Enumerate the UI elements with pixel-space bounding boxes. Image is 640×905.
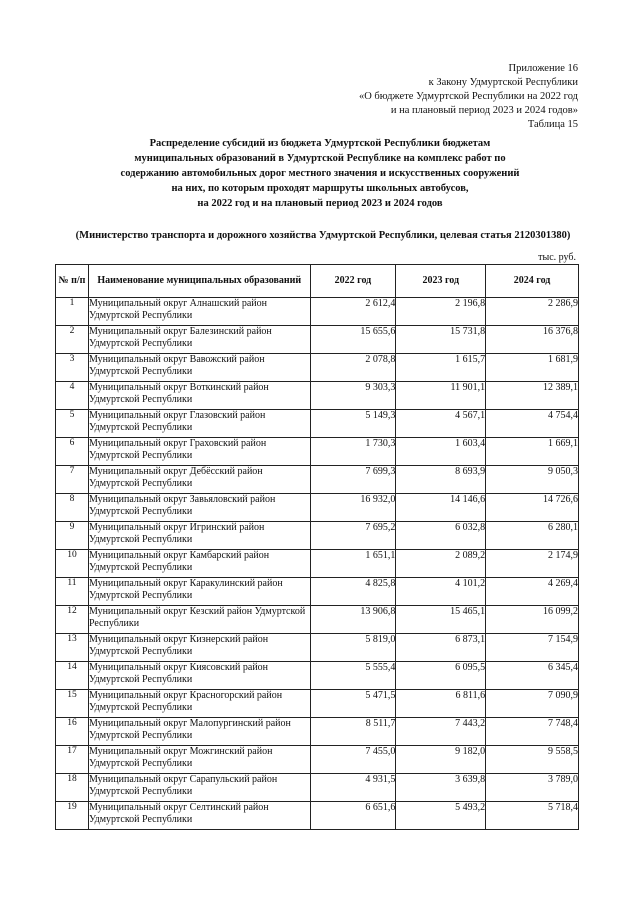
table-row — [56, 410, 579, 438]
table-row — [56, 802, 579, 830]
table-row — [56, 522, 579, 550]
value-2024: 6 280,1 — [486, 522, 579, 550]
value-2022: 5 149,3 — [310, 410, 396, 438]
value-2022: 2 612,4 — [310, 298, 396, 326]
value-2024: 9 050,3 — [486, 466, 579, 494]
value-2024: 5 718,4 — [486, 802, 579, 830]
row-number: 9 — [56, 522, 89, 550]
appendix-number: Приложение 16 — [508, 63, 578, 74]
value-2023: 14 146,6 — [396, 494, 486, 522]
table-row — [56, 746, 579, 774]
row-number: 4 — [56, 382, 89, 410]
value-2024: 2 174,9 — [486, 550, 579, 578]
value-2022: 16 932,0 — [310, 494, 396, 522]
value-2023: 6 811,6 — [396, 690, 486, 718]
row-number: 10 — [56, 550, 89, 578]
municipality-name: Муниципальный округ Киясовский район Удмуртской Республики — [88, 662, 310, 690]
value-2024: 9 558,5 — [486, 746, 579, 774]
municipality-name: Муниципальный округ Каракулинский район Удмуртской Республики — [88, 578, 310, 606]
table-row — [56, 662, 579, 690]
header-name: Наименование муниципальных образований — [88, 265, 310, 298]
value-2022: 5 819,0 — [310, 634, 396, 662]
header-2022: 2022 год — [310, 265, 396, 298]
table-row — [56, 298, 579, 326]
document-title — [62, 136, 578, 211]
value-2022: 7 699,3 — [310, 466, 396, 494]
value-2024: 16 376,8 — [486, 326, 579, 354]
value-2024: 7 748,4 — [486, 718, 579, 746]
value-2022: 1 651,1 — [310, 550, 396, 578]
value-2023: 1 615,7 — [396, 354, 486, 382]
value-2022: 7 455,0 — [310, 746, 396, 774]
municipality-name: Муниципальный округ Завьяловский район Удмуртской Республики — [88, 494, 310, 522]
row-number: 7 — [56, 466, 89, 494]
row-number: 18 — [56, 774, 89, 802]
row-number: 15 — [56, 690, 89, 718]
value-2022: 6 651,6 — [310, 802, 396, 830]
municipality-name: Муниципальный округ Кизнерский район Удмуртской Республики — [88, 634, 310, 662]
value-2022: 2 078,8 — [310, 354, 396, 382]
table-row — [56, 550, 579, 578]
value-2022: 1 730,3 — [310, 438, 396, 466]
value-2023: 15 731,8 — [396, 326, 486, 354]
value-2023: 15 465,1 — [396, 606, 486, 634]
table-row — [56, 354, 579, 382]
municipality-name: Муниципальный округ Алнашский район Удмуртской Республики — [88, 298, 310, 326]
table-label: Таблица 15 — [527, 119, 578, 130]
appendix-header — [258, 62, 578, 132]
title-line: Распределение субсидий из бюджета Удмуртской Республики бюджетам — [149, 138, 491, 149]
municipality-name: Муниципальный округ Селтинский район Удмуртской Республики — [88, 802, 310, 830]
municipality-name: Муниципальный округ Глазовский район Удмуртской Республики — [88, 410, 310, 438]
budget-reference: «О бюджете Удмуртской Республики на 2022 год — [358, 91, 578, 102]
value-2022: 5 555,4 — [310, 662, 396, 690]
value-2023: 2 089,2 — [396, 550, 486, 578]
value-2022: 4 931,5 — [310, 774, 396, 802]
value-2024: 6 345,4 — [486, 662, 579, 690]
municipality-name: Муниципальный округ Сарапульский район Удмуртской Республики — [88, 774, 310, 802]
value-2024: 12 389,1 — [486, 382, 579, 410]
value-2024: 3 789,0 — [486, 774, 579, 802]
value-2023: 9 182,0 — [396, 746, 486, 774]
title-line: на 2022 год и на плановый период 2023 и 2024 годов — [197, 198, 443, 209]
municipality-name: Муниципальный округ Вавожский район Удмуртской Республики — [88, 354, 310, 382]
municipality-name: Муниципальный округ Дебёсский район Удмуртской Республики — [88, 466, 310, 494]
value-2023: 11 901,1 — [396, 382, 486, 410]
value-2024: 7 090,9 — [486, 690, 579, 718]
table-header-row — [56, 265, 579, 298]
value-2022: 8 511,7 — [310, 718, 396, 746]
value-2023: 5 493,2 — [396, 802, 486, 830]
value-2024: 16 099,2 — [486, 606, 579, 634]
row-number: 13 — [56, 634, 89, 662]
municipality-name: Муниципальный округ Можгинский район Удмуртской Республики — [88, 746, 310, 774]
table-row — [56, 718, 579, 746]
table-row — [56, 634, 579, 662]
municipality-name: Муниципальный округ Игринский район Удмуртской Республики — [88, 522, 310, 550]
value-2024: 4 269,4 — [486, 578, 579, 606]
table-row — [56, 438, 579, 466]
table-row — [56, 326, 579, 354]
row-number: 17 — [56, 746, 89, 774]
value-2022: 9 303,3 — [310, 382, 396, 410]
value-2023: 8 693,9 — [396, 466, 486, 494]
row-number: 11 — [56, 578, 89, 606]
row-number: 16 — [56, 718, 89, 746]
row-number: 19 — [56, 802, 89, 830]
value-2022: 5 471,5 — [310, 690, 396, 718]
value-2023: 6 032,8 — [396, 522, 486, 550]
municipality-name: Муниципальный округ Граховский район Удмуртской Республики — [88, 438, 310, 466]
table-row — [56, 494, 579, 522]
table-row — [56, 606, 579, 634]
table-row — [56, 690, 579, 718]
value-2023: 3 639,8 — [396, 774, 486, 802]
municipality-name: Муниципальный округ Камбарский район Удмуртской Республики — [88, 550, 310, 578]
law-reference: к Закону Удмуртской Республики — [428, 77, 578, 88]
table-row — [56, 466, 579, 494]
value-2023: 1 603,4 — [396, 438, 486, 466]
value-2023: 4 567,1 — [396, 410, 486, 438]
value-2023: 4 101,2 — [396, 578, 486, 606]
row-number: 8 — [56, 494, 89, 522]
table-row — [56, 578, 579, 606]
value-2024: 7 154,9 — [486, 634, 579, 662]
municipality-name: Муниципальный округ Воткинский район Удмуртской Республики — [88, 382, 310, 410]
row-number: 3 — [56, 354, 89, 382]
value-2022: 13 906,8 — [310, 606, 396, 634]
ministry-subtitle: (Министерство транспорта и дорожного хозяйства Удмуртской Республики, целевая статья 2120301380) — [75, 230, 571, 241]
row-number: 12 — [56, 606, 89, 634]
value-2024: 14 726,6 — [486, 494, 579, 522]
title-line: муниципальных образований в Удмуртской Республике на комплекс работ по — [134, 153, 506, 164]
municipality-name: Муниципальный округ Красногорский район Удмуртской Республики — [88, 690, 310, 718]
units-label: тыс. руб. — [538, 252, 576, 263]
row-number: 14 — [56, 662, 89, 690]
value-2024: 4 754,4 — [486, 410, 579, 438]
value-2022: 7 695,2 — [310, 522, 396, 550]
title-line: на них, по которым проходят маршруты школьных автобусов, — [171, 183, 469, 194]
value-2024: 1 669,1 — [486, 438, 579, 466]
value-2024: 2 286,9 — [486, 298, 579, 326]
title-line: содержанию автомобильных дорог местного значения и искусственных сооружений — [120, 168, 520, 179]
value-2024: 1 681,9 — [486, 354, 579, 382]
row-number: 2 — [56, 326, 89, 354]
table-row — [56, 382, 579, 410]
header-2023: 2023 год — [396, 265, 486, 298]
municipality-name: Муниципальный округ Малопургинский район Удмуртской Республики — [88, 718, 310, 746]
header-num: № п/п — [56, 265, 89, 298]
municipality-name: Муниципальный округ Кезский район Удмуртской Республики — [88, 606, 310, 634]
row-number: 6 — [56, 438, 89, 466]
municipality-name: Муниципальный округ Балезинский район Удмуртской Республики — [88, 326, 310, 354]
value-2022: 15 655,6 — [310, 326, 396, 354]
period-reference: и на плановый период 2023 и 2024 годов» — [390, 105, 578, 116]
value-2023: 6 873,1 — [396, 634, 486, 662]
row-number: 5 — [56, 410, 89, 438]
header-2024: 2024 год — [486, 265, 579, 298]
subsidy-table — [55, 264, 579, 830]
row-number: 1 — [56, 298, 89, 326]
value-2023: 7 443,2 — [396, 718, 486, 746]
value-2023: 2 196,8 — [396, 298, 486, 326]
value-2023: 6 095,5 — [396, 662, 486, 690]
value-2022: 4 825,8 — [310, 578, 396, 606]
table-row — [56, 774, 579, 802]
